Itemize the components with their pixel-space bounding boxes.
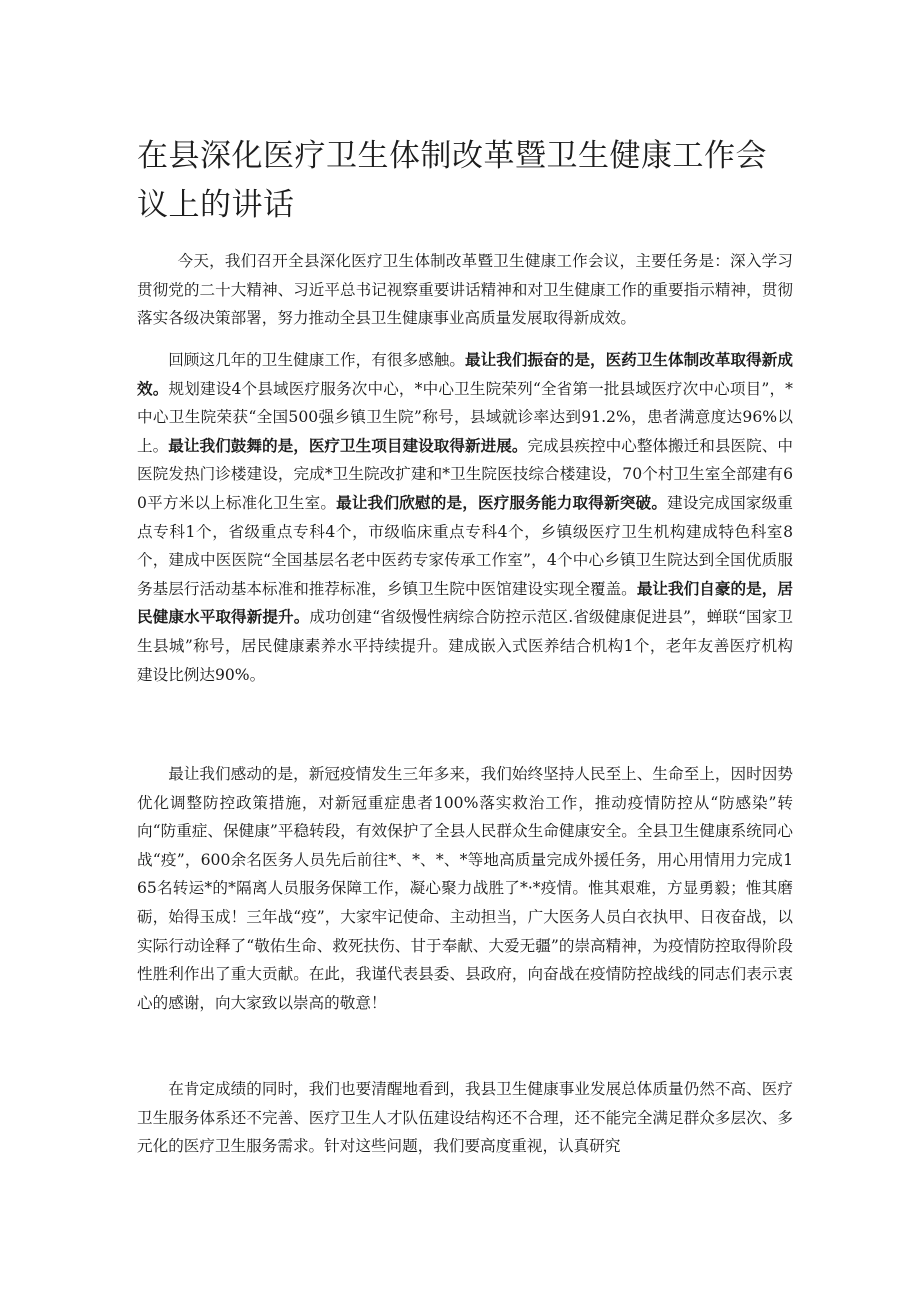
- paragraph-epidemic: 最让我们感动的是，新冠疫情发生三年多来，我们始终坚持人民至上、生命至上，因时因势优化调整防控政策措施，对新冠重症患者100%落实救治工作，推动疫情防控从“防感染”转向“防重症、保健康”平稳转段，有效保护了全县人民群众生命健康安全。全县卫生健康系统同心战“疫”，600余名医务人员先后前往*、*、*、*等地高质量完成外援任务，用心用情用力完成165名转运*的*隔离人员服务保障工作，凝心聚力战胜了*·*疫情。惟其艰难，方显勇毅；惟其磨砺，始得玉成！三年战“疫”，大家牢记使命、主动担当，广大医务人员白衣执甲、日夜奋战，以实际行动诠释了“敬佑生命、救死扶伤、甘于奉献、大爱无疆”的崇高精神，为疫情防控取得阶段性胜利作出了重大贡献。在此，我谨代表县委、县政府，向奋战在疫情防控战线的同志们表示衷心的感谢，向大家致以崇高的敬意！: [137, 765, 793, 1012]
- highlight-capacity: 最让我们欣慰的是，医疗服务能力取得新突破。: [336, 493, 668, 512]
- review-intro: 回顾这几年的卫生健康工作，有很多感触。: [168, 351, 465, 369]
- health-details: 成功创建“省级慢性病综合防控示范区.省级健康促进县”，蝉联“国家卫生县城”称号，居民健康素养水平持续提升。建成嵌入式医养结合机构1个，老年友善医疗机构建设比例达90%。: [137, 608, 793, 684]
- capacity-details: 建设完成国家级重点专科1个，省级重点专科4个，市级临床重点专科4个，乡镇级医疗卫生机构建成特色科室8个，建成中医医院“全国基层名老中医药专家传承工作室”，4个中心乡镇卫生院达到全国优质服务基层行活动基本标准和推荐标准，乡镇卫生院中医馆建设实现全覆盖。: [137, 493, 793, 598]
- highlight-health: 最让我们自豪的是，居民健康水平取得新提升。: [137, 579, 793, 627]
- paragraph-opening: 今天，我们召开全县深化医疗卫生体制改革暨卫生健康工作会议，主要任务是：深入学习贯彻党的二十大精神、习近平总书记视察重要讲话精神和对卫生健康工作的重要指示精神，贯彻落实各级决策部署，努力推动全县卫生健康事业高质量发展取得新成效。: [137, 252, 793, 328]
- highlight-projects: 最让我们鼓舞的是，医疗卫生项目建设取得新进展。: [168, 436, 528, 455]
- paragraph-problems: 在肯定成绩的同时，我们也要清醒地看到，我县卫生健康事业发展总体质量仍然不高、医疗卫生服务体系还不完善、医疗卫生人才队伍建设结构还不合理，还不能完全满足群众多层次、多元化的医疗卫生服务需求。针对这些问题，我们要高度重视，认真研究: [137, 1080, 793, 1156]
- highlight-reform: 最让我们振奋的是，医药卫生体制改革取得新成效。: [137, 351, 793, 398]
- paragraph-review: [137, 346, 793, 689]
- document-title: 在县深化医疗卫生体制改革暨卫生健康工作会议上的讲话: [137, 138, 767, 223]
- projects-details: 完成县疾控中心整体搬迁和县医院、中医院发热门诊楼建设，完成*卫生院改扩建和*卫生院医技综合楼建设，70个村卫生室全部建有60平方米以上标准化卫生室。: [137, 436, 793, 512]
- reform-details: 规划建设4个县域医疗服务次中心，*中心卫生院荣列“全省第一批县域医疗次中心项目”，*中心卫生院荣获“全国500强乡镇卫生院”称号，县域就诊率达到91.2%，患者满意度达96%以上。: [137, 379, 793, 455]
